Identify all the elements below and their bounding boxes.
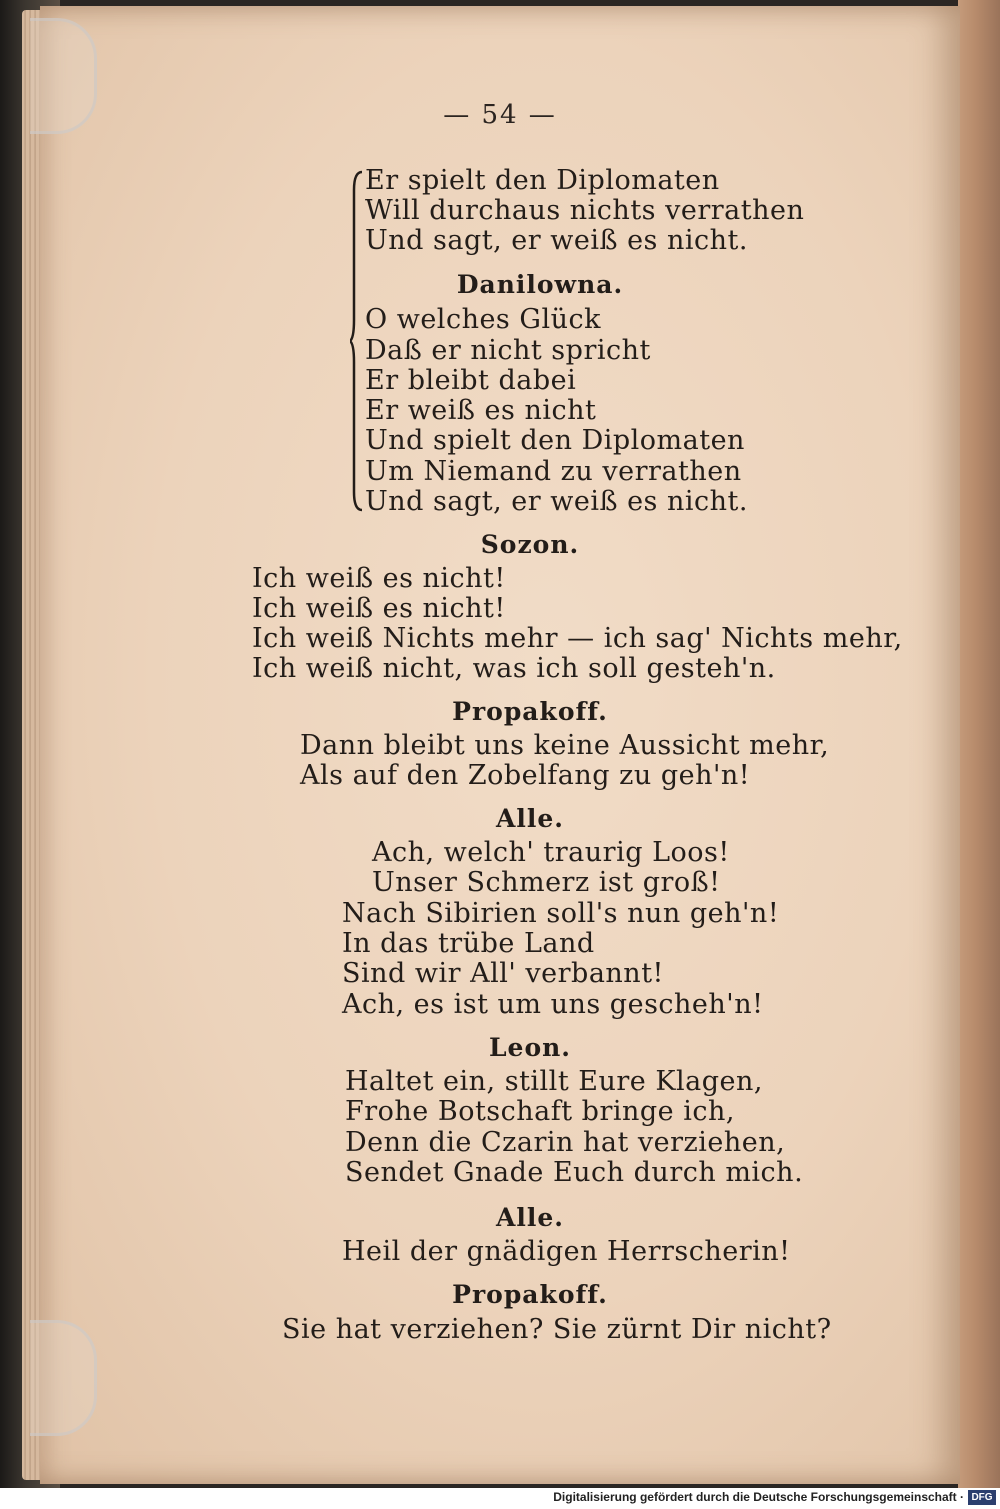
page-number: — 54 —: [443, 100, 557, 130]
speaker-name: Danilowna.: [456, 270, 624, 299]
verse-line: Heil der gnädigen Herrscherin!: [342, 1236, 791, 1267]
verse-line: Als auf den Zobelfang zu geh'n!: [300, 760, 751, 791]
verse-line: Unser Schmerz ist groß!: [372, 867, 721, 898]
verse-line: Nach Sibirien soll's nun geh'n!: [342, 898, 780, 929]
verse-line: O welches Glück: [365, 304, 601, 335]
verse-line: Sie hat verziehen? Sie zürnt Dir nicht?: [282, 1314, 832, 1345]
verse-line: Er bleibt dabei: [365, 365, 577, 396]
verse-line: Ich weiß Nichts mehr — ich sag' Nichts mehr,: [252, 623, 903, 654]
verse-line: Ich weiß es nicht!: [252, 593, 506, 624]
dfg-logo: DFG: [968, 1490, 996, 1505]
verse-line: Und sagt, er weiß es nicht.: [365, 486, 748, 517]
verse-line: Haltet ein, stillt Eure Klagen,: [345, 1066, 763, 1097]
verse-line: Will durchaus nichts verrathen: [365, 195, 805, 226]
verse-line: Frohe Botschaft bringe ich,: [345, 1096, 735, 1127]
verse-line: Ich weiß nicht, was ich soll gesteh'n.: [252, 653, 776, 684]
page-clip-bottom: [30, 1320, 97, 1436]
speaker-name: Propakoff.: [452, 697, 608, 726]
digitization-footer: [0, 1488, 1000, 1509]
verse-line: Er spielt den Diplomaten: [365, 165, 720, 196]
verse-line: Um Niemand zu verrathen: [365, 456, 742, 487]
facing-page-edge: [958, 0, 1000, 1490]
verse-line: Ich weiß es nicht!: [252, 563, 506, 594]
speaker-name: Propakoff.: [452, 1280, 608, 1309]
verse-line: In das trübe Land: [342, 928, 595, 959]
verse-line: Dann bleibt uns keine Aussicht mehr,: [300, 730, 830, 761]
speaker-name: Leon.: [488, 1033, 572, 1062]
footer-credit: Digitalisierung gefördert durch die Deutsche Forschungsgemeinschaft ·: [553, 1490, 964, 1504]
verse-line: Er weiß es nicht: [365, 395, 597, 426]
verse-line: Denn die Czarin hat verziehen,: [345, 1127, 786, 1158]
verse-line: Und sagt, er weiß es nicht.: [365, 225, 748, 256]
speaker-name: Sozon.: [480, 530, 580, 559]
verse-line: Und spielt den Diplomaten: [365, 425, 745, 456]
speaker-name: Alle.: [495, 1203, 564, 1232]
verse-line: Daß er nicht spricht: [365, 335, 651, 366]
verse-line: Ach, welch' traurig Loos!: [372, 837, 730, 868]
verse-line: Sind wir All' verbannt!: [342, 958, 664, 989]
verse-line: Ach, es ist um uns gescheh'n!: [342, 989, 764, 1020]
speaker-name: Alle.: [495, 804, 564, 833]
verse-line: Sendet Gnade Euch durch mich.: [345, 1157, 804, 1188]
brace-mark: [350, 170, 364, 512]
